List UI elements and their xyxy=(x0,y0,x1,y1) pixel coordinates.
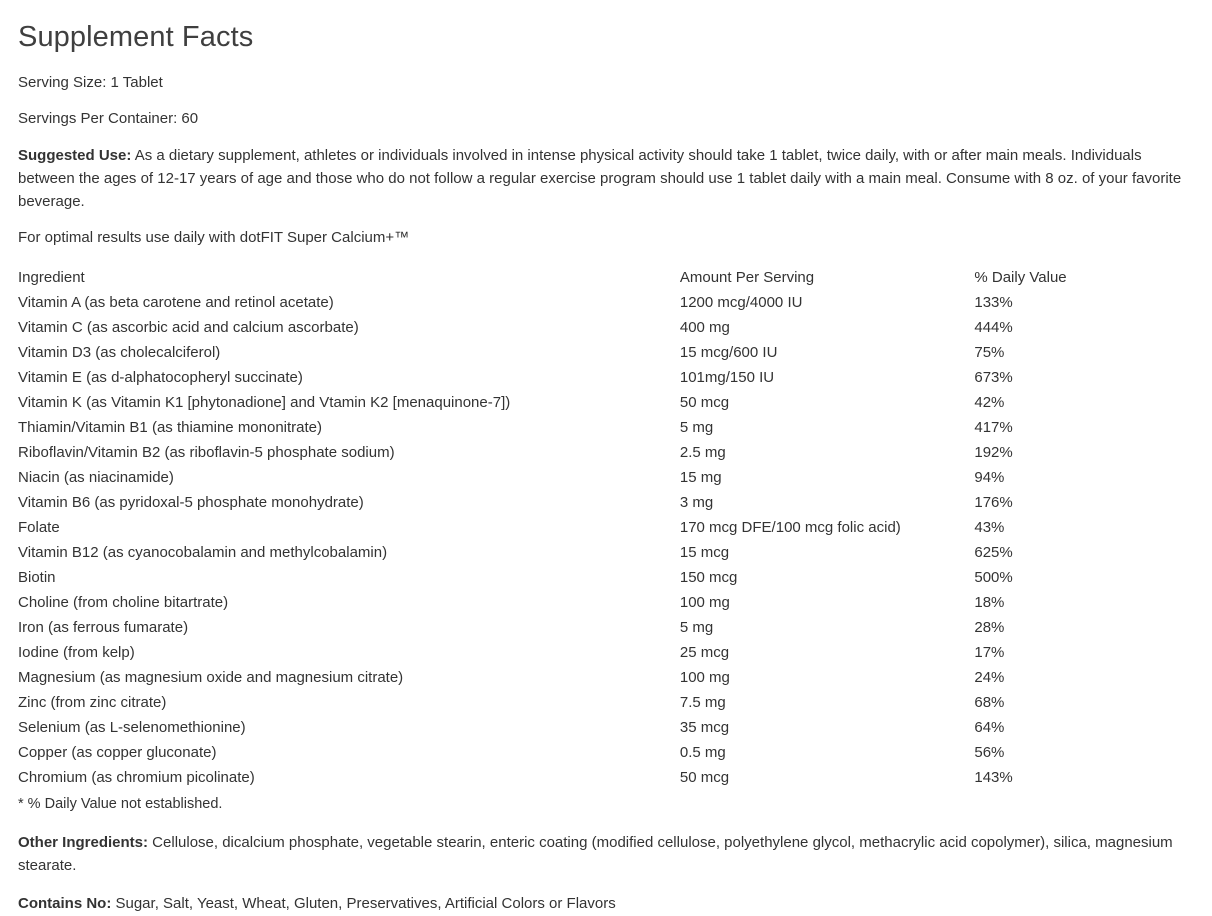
supplement-facts-table xyxy=(18,267,1118,792)
cell-ingredient: Vitamin A (as beta carotene and retinol acetate) xyxy=(18,294,334,312)
table-row xyxy=(18,367,1118,392)
cell-amount: 150 mcg xyxy=(679,569,738,587)
cell-ingredient: Selenium (as L-selenomethionine) xyxy=(18,719,246,737)
cell-daily-value: 94% xyxy=(974,469,1005,487)
table-row xyxy=(18,692,1118,717)
cell-daily-value: 24% xyxy=(974,669,1005,687)
table-row xyxy=(18,517,1118,542)
table-row xyxy=(18,767,1118,792)
page-title: Supplement Facts xyxy=(18,21,254,53)
cell-daily-value: 192% xyxy=(974,444,1013,462)
contains-no xyxy=(18,892,1193,915)
cell-ingredient: Vitamin C (as ascorbic acid and calcium ascorbate) xyxy=(18,319,359,337)
cell-amount: 5 mg xyxy=(679,419,714,437)
cell-ingredient: Vitamin B6 (as pyridoxal-5 phosphate monohydrate) xyxy=(18,494,364,512)
cell-ingredient: Iodine (from kelp) xyxy=(18,644,135,662)
cell-daily-value: 68% xyxy=(974,694,1005,712)
cell-daily-value: 673% xyxy=(974,369,1013,387)
cell-daily-value: 42% xyxy=(974,394,1005,412)
cell-amount: 50 mcg xyxy=(679,394,730,412)
cell-daily-value: 133% xyxy=(974,294,1013,312)
column-header-amount: Amount Per Serving xyxy=(679,269,815,287)
cell-ingredient: Copper (as copper gluconate) xyxy=(18,744,217,762)
cell-daily-value: 176% xyxy=(974,494,1013,512)
table-row xyxy=(18,542,1118,567)
cell-ingredient: Thiamin/Vitamin B1 (as thiamine mononitrate) xyxy=(18,419,323,437)
cell-amount: 170 mcg DFE/100 mcg folic acid) xyxy=(679,519,901,537)
cell-amount: 101mg/150 IU xyxy=(679,369,775,387)
cell-amount: 5 mg xyxy=(679,619,714,637)
cell-daily-value: 56% xyxy=(974,744,1005,762)
table-row xyxy=(18,467,1118,492)
cell-ingredient: Vitamin D3 (as cholecalciferol) xyxy=(18,344,221,362)
cell-daily-value: 143% xyxy=(974,769,1013,787)
cell-amount: 100 mg xyxy=(679,669,730,687)
cell-amount: 25 mcg xyxy=(679,644,730,662)
table-row xyxy=(18,317,1118,342)
cell-daily-value: 444% xyxy=(974,319,1013,337)
table-row xyxy=(18,717,1118,742)
cell-daily-value: 18% xyxy=(974,594,1005,612)
table-row xyxy=(18,567,1118,592)
cell-ingredient: Iron (as ferrous fumarate) xyxy=(18,619,189,637)
table-row xyxy=(18,642,1118,667)
table-row xyxy=(18,617,1118,642)
suggested-use-text: As a dietary supplement, athletes or individuals involved in intense physical activity should take 1 tablet, twice daily, with or after main meals. Individuals between the ages of 12-17 years of age and those who do not follow a regular exercise program should use 1 tablet daily with a main meal. Consume with 8 oz. of your favorite beverage. xyxy=(18,146,1182,211)
cell-ingredient: Vitamin K (as Vitamin K1 [phytonadione] and Vtamin K2 [menaquinone-7]) xyxy=(18,394,511,412)
cell-daily-value: 625% xyxy=(974,544,1013,562)
cell-amount: 400 mg xyxy=(679,319,730,337)
table-row xyxy=(18,417,1118,442)
cell-daily-value: 75% xyxy=(974,344,1005,362)
serving-size: Serving Size: 1 Tablet xyxy=(18,74,163,92)
cell-amount: 7.5 mg xyxy=(679,694,726,712)
table-row xyxy=(18,667,1118,692)
contains-no-label: Contains No: xyxy=(18,894,112,912)
cell-daily-value: 43% xyxy=(974,519,1005,537)
cell-ingredient: Vitamin B12 (as cyanocobalamin and methylcobalamin) xyxy=(18,544,388,562)
daily-value-footnote: * % Daily Value not established. xyxy=(18,796,223,813)
other-ingredients-text: Cellulose, dicalcium phosphate, vegetable stearin, enteric coating (modified cellulose, polyethylene glycol, methacrylic acid copolymer), silica, magnesium stearate. xyxy=(18,834,1173,875)
cell-daily-value: 64% xyxy=(974,719,1005,737)
servings-per-container: Servings Per Container: 60 xyxy=(18,109,199,127)
cell-ingredient: Vitamin E (as d-alphatocopheryl succinate) xyxy=(18,369,303,387)
cell-ingredient: Niacin (as niacinamide) xyxy=(18,469,174,487)
contains-no-text: Sugar, Salt, Yeast, Wheat, Gluten, Preservatives, Artificial Colors or Flavors xyxy=(111,894,616,912)
cell-ingredient: Choline (from choline bitartrate) xyxy=(18,594,229,612)
other-ingredients-label: Other Ingredients: xyxy=(18,834,149,852)
suggested-use xyxy=(18,144,1193,214)
cell-daily-value: 417% xyxy=(974,419,1013,437)
cell-amount: 0.5 mg xyxy=(679,744,726,762)
cell-amount: 2.5 mg xyxy=(679,444,726,462)
column-header-daily-value: % Daily Value xyxy=(974,269,1067,287)
table-row xyxy=(18,492,1118,517)
cell-amount: 3 mg xyxy=(679,494,714,512)
table-body xyxy=(18,292,1118,792)
table-row xyxy=(18,742,1118,767)
cell-daily-value: 500% xyxy=(974,569,1013,587)
other-ingredients xyxy=(18,831,1193,878)
cell-amount: 15 mcg/600 IU xyxy=(679,344,778,362)
column-header-ingredient: Ingredient xyxy=(18,269,85,287)
cell-ingredient: Magnesium (as magnesium oxide and magnesium citrate) xyxy=(18,669,404,687)
cell-ingredient: Riboflavin/Vitamin B2 (as riboflavin-5 phosphate sodium) xyxy=(18,444,395,462)
cell-ingredient: Biotin xyxy=(18,569,56,587)
cell-daily-value: 17% xyxy=(974,644,1005,662)
table-row xyxy=(18,292,1118,317)
table-header-row xyxy=(18,267,1118,292)
cell-ingredient: Zinc (from zinc citrate) xyxy=(18,694,167,712)
cell-amount: 15 mcg xyxy=(679,544,730,562)
table-row xyxy=(18,592,1118,617)
cell-ingredient: Folate xyxy=(18,519,60,537)
suggested-use-label: Suggested Use: xyxy=(18,146,132,164)
cell-amount: 1200 mcg/4000 IU xyxy=(679,294,803,312)
cell-ingredient: Chromium (as chromium picolinate) xyxy=(18,769,255,787)
cell-amount: 100 mg xyxy=(679,594,730,612)
table-row xyxy=(18,342,1118,367)
cell-amount: 35 mcg xyxy=(679,719,730,737)
table-row xyxy=(18,392,1118,417)
optimal-results-note: For optimal results use daily with dotFIT Super Calcium+™ xyxy=(18,229,410,247)
cell-amount: 15 mg xyxy=(679,469,722,487)
cell-amount: 50 mcg xyxy=(679,769,730,787)
table-row xyxy=(18,442,1118,467)
cell-daily-value: 28% xyxy=(974,619,1005,637)
